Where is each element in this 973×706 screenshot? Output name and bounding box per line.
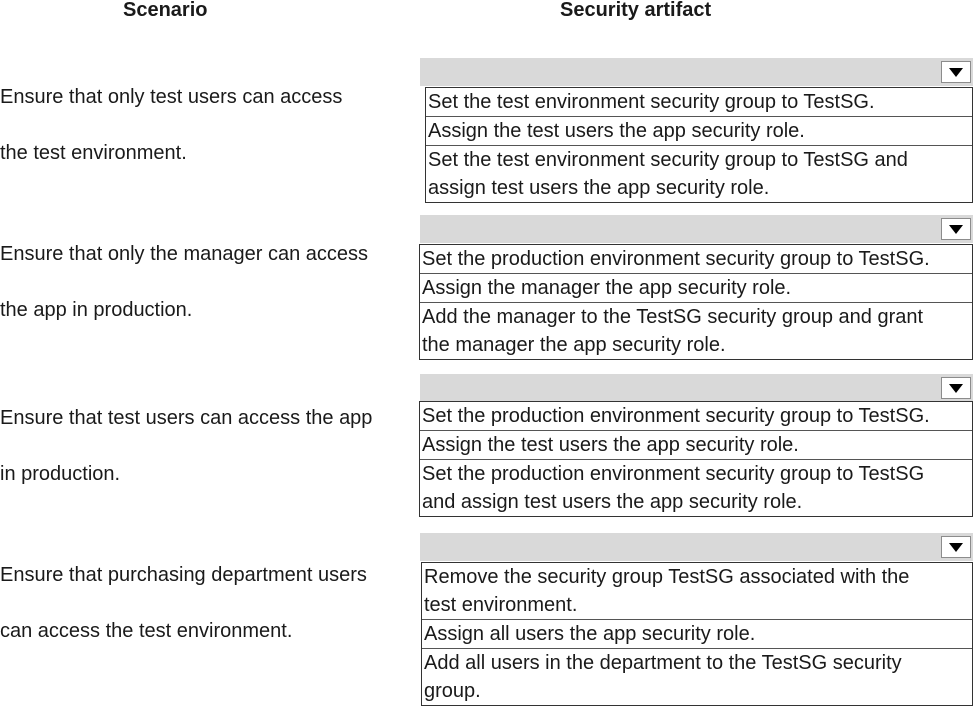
option-3-2-line-1: Assign the test users the app security role. bbox=[422, 434, 799, 456]
security-artifact-column-header: Security artifact bbox=[560, 0, 712, 21]
scenario-2-line-2: the app in production. bbox=[0, 299, 193, 321]
scenario-3 bbox=[0, 376, 410, 516]
option-1-2-line-1: Assign the test users the app security role. bbox=[428, 120, 805, 142]
artifact-options-4 bbox=[421, 562, 973, 706]
scenario-2 bbox=[0, 212, 410, 352]
dropdown-arrow-button-4[interactable] bbox=[941, 536, 971, 558]
dropdown-arrow-button-2[interactable] bbox=[941, 218, 971, 240]
option-3-1[interactable] bbox=[420, 402, 972, 430]
option-4-1-line-1: Remove the security group TestSG associated with the bbox=[424, 566, 910, 588]
scenario-1-line-1: Ensure that only test users can access bbox=[0, 86, 343, 108]
artifact-dropdown-4[interactable] bbox=[420, 533, 973, 561]
option-4-3-line-1: Add all users in the department to the TestSG security bbox=[424, 652, 902, 674]
option-2-2-line-1: Assign the manager the app security role. bbox=[422, 277, 792, 299]
option-3-3-line-2: and assign test users the app security role. bbox=[422, 491, 803, 513]
scenario-1 bbox=[0, 55, 410, 195]
triangle-down-icon bbox=[948, 224, 964, 235]
artifact-dropdown-1[interactable] bbox=[420, 58, 973, 86]
option-4-3[interactable] bbox=[422, 648, 972, 705]
option-2-3[interactable] bbox=[420, 302, 972, 359]
scenario-1-line-2: the test environment. bbox=[0, 142, 187, 164]
option-3-2[interactable] bbox=[420, 430, 972, 459]
scenario-2-line-1: Ensure that only the manager can access bbox=[0, 243, 368, 265]
scenario-3-line-2: in production. bbox=[0, 463, 121, 485]
artifact-options-1 bbox=[425, 87, 973, 203]
option-1-1-line-1: Set the test environment security group to TestSG. bbox=[428, 91, 875, 113]
option-2-1-line-1: Set the production environment security group to TestSG. bbox=[422, 248, 930, 270]
dropdown-arrow-button-3[interactable] bbox=[941, 377, 971, 399]
option-4-2[interactable] bbox=[422, 619, 972, 648]
triangle-down-icon bbox=[948, 67, 964, 78]
triangle-down-icon bbox=[948, 383, 964, 394]
artifact-dropdown-2[interactable] bbox=[420, 215, 973, 243]
triangle-down-icon bbox=[948, 542, 964, 553]
option-2-3-line-1: Add the manager to the TestSG security group and grant bbox=[422, 306, 924, 328]
option-1-3-line-1: Set the test environment security group to TestSG and bbox=[428, 149, 908, 171]
option-2-1[interactable] bbox=[420, 245, 972, 273]
option-4-3-line-2: group. bbox=[424, 680, 481, 702]
option-1-2[interactable] bbox=[426, 116, 972, 145]
artifact-dropdown-3[interactable] bbox=[420, 374, 973, 402]
dropdown-arrow-button-1[interactable] bbox=[941, 61, 971, 83]
option-1-3-line-2: assign test users the app security role. bbox=[428, 177, 770, 199]
option-3-3-line-1: Set the production environment security group to TestSG bbox=[422, 463, 925, 485]
option-3-3[interactable] bbox=[420, 459, 972, 516]
scenario-4 bbox=[0, 533, 410, 673]
scenario-3-line-1: Ensure that test users can access the app bbox=[0, 407, 373, 429]
scenario-column-header: Scenario bbox=[123, 0, 208, 21]
artifact-options-3 bbox=[419, 401, 973, 517]
option-2-2[interactable] bbox=[420, 273, 972, 302]
artifact-options-2 bbox=[419, 244, 973, 360]
scenario-4-line-1: Ensure that purchasing department users bbox=[0, 564, 367, 586]
scenario-4-line-2: can access the test environment. bbox=[0, 620, 293, 642]
option-3-1-line-1: Set the production environment security group to TestSG. bbox=[422, 405, 930, 427]
option-1-1[interactable] bbox=[426, 88, 972, 116]
option-2-3-line-2: the manager the app security role. bbox=[422, 334, 726, 356]
option-4-1-line-2: test environment. bbox=[424, 594, 578, 616]
option-1-3[interactable] bbox=[426, 145, 972, 202]
option-4-1[interactable] bbox=[422, 563, 972, 619]
option-4-2-line-1: Assign all users the app security role. bbox=[424, 623, 756, 645]
